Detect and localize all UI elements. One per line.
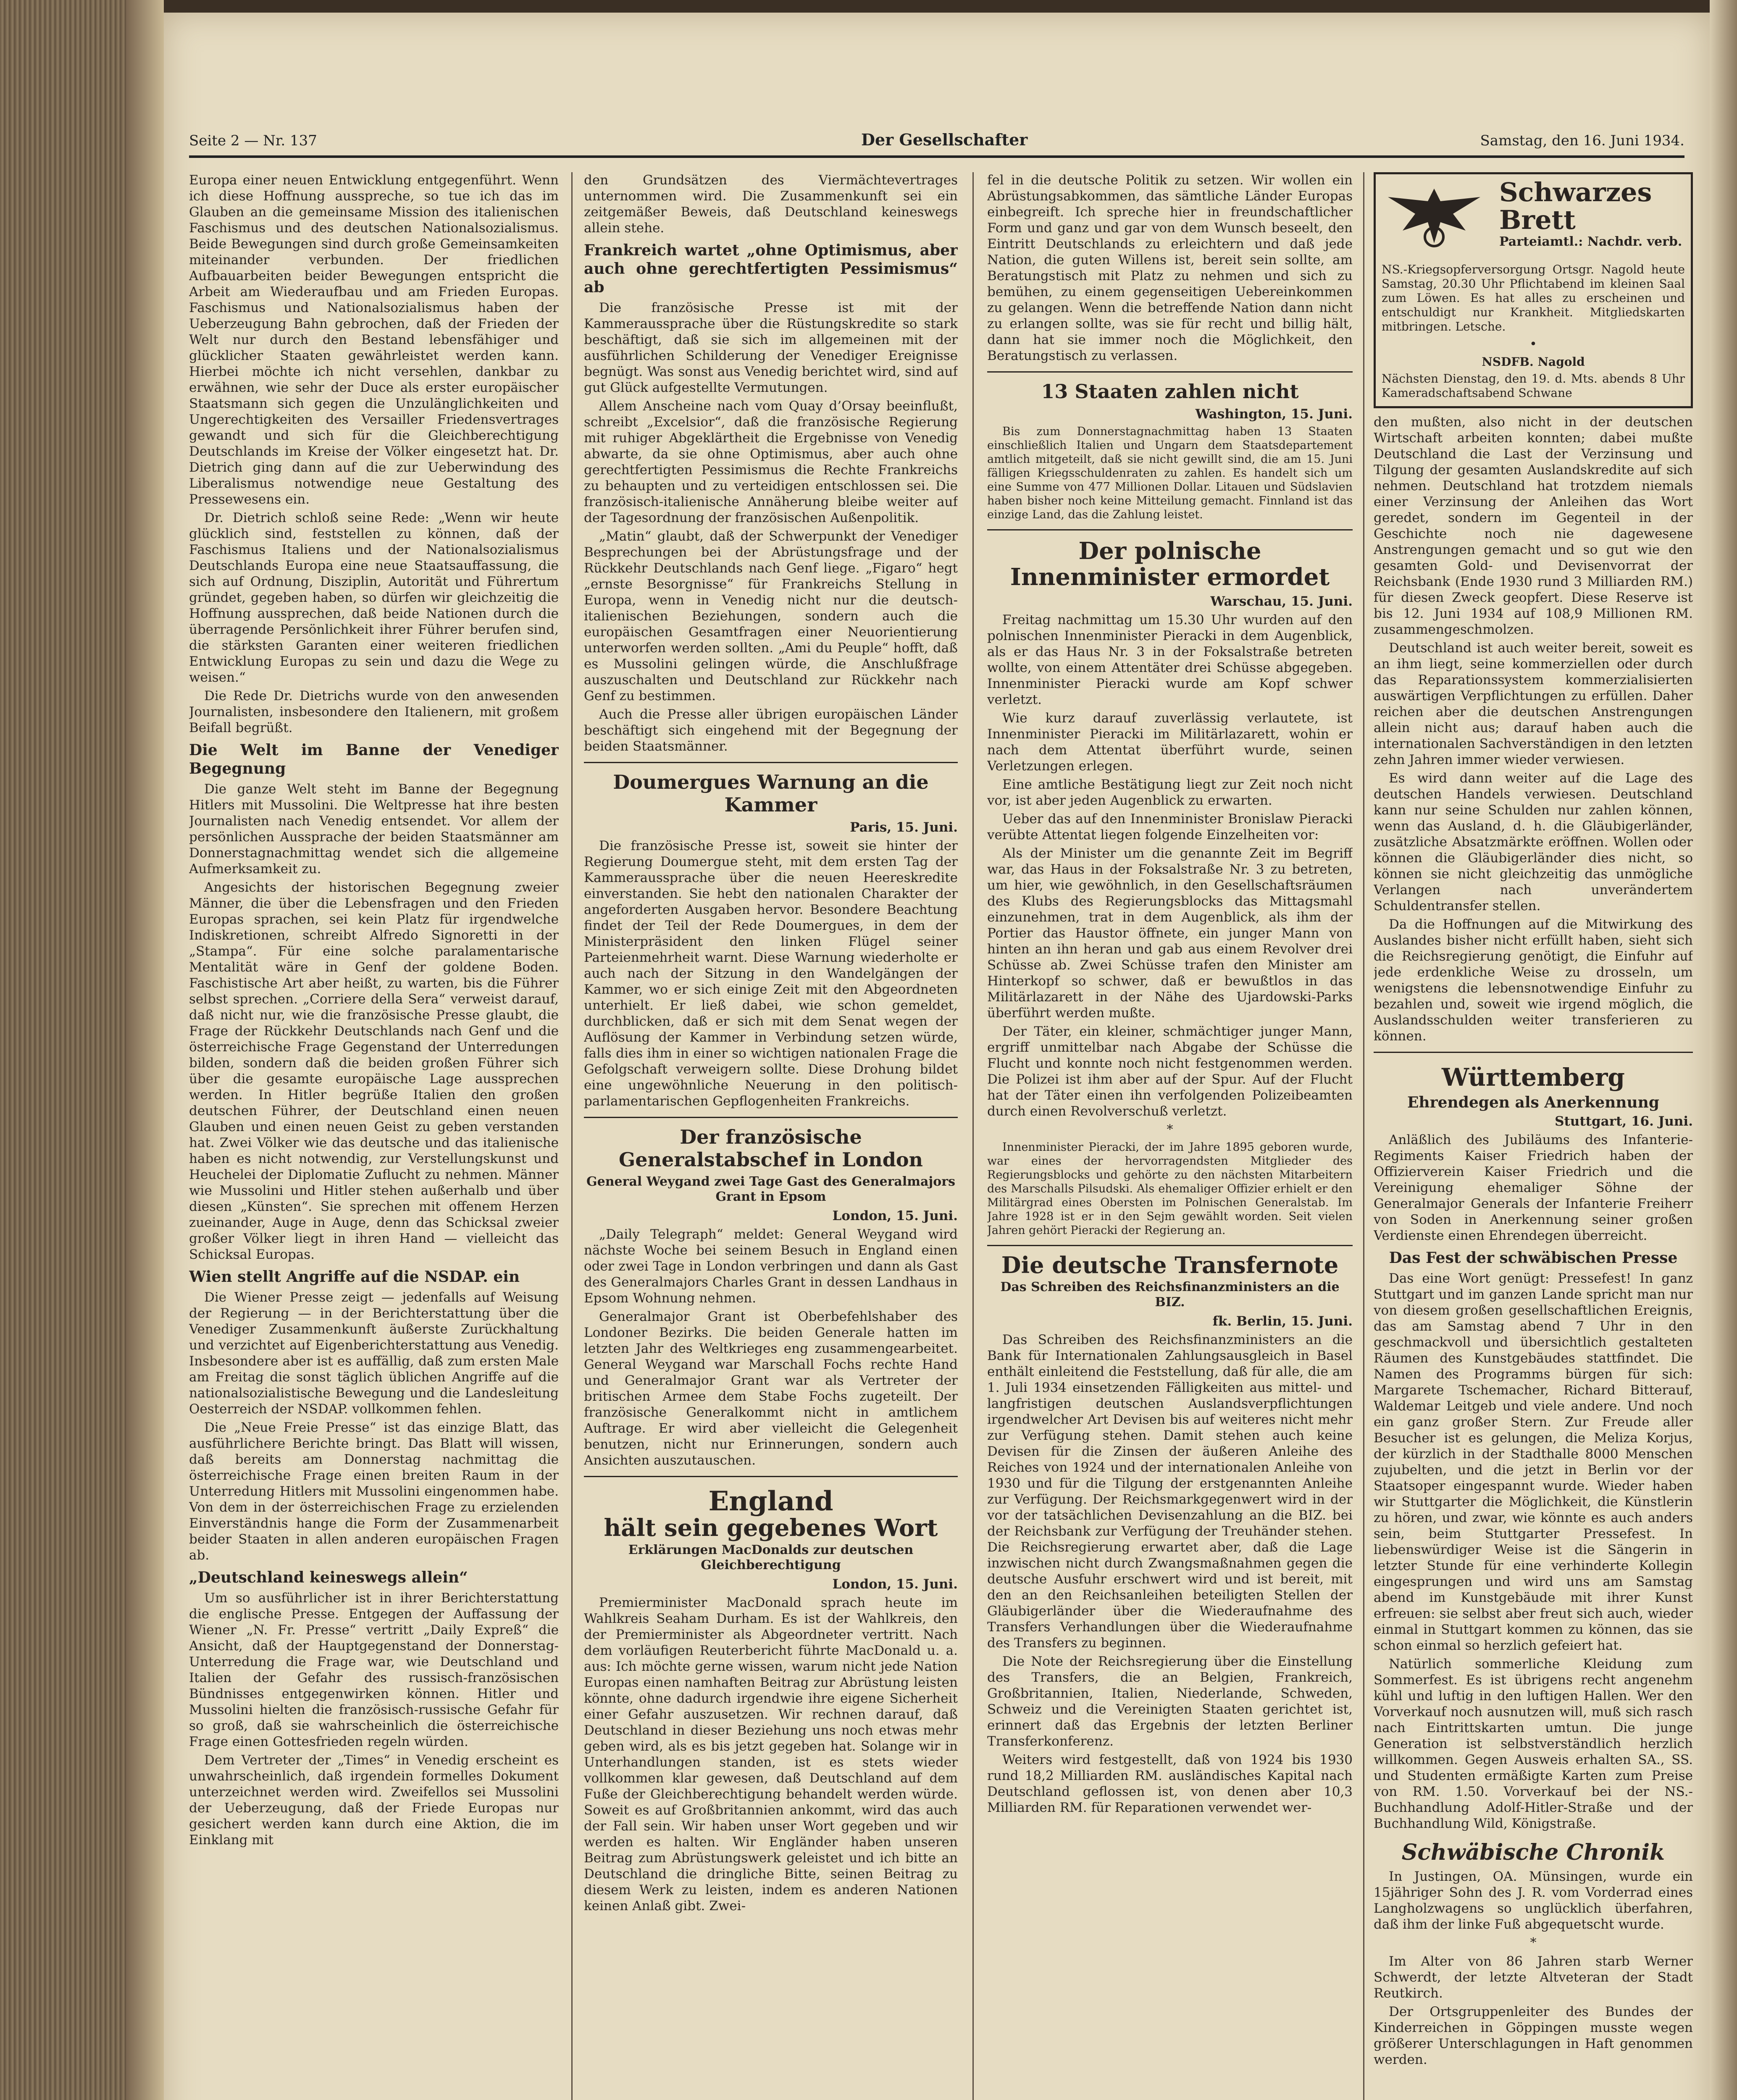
paragraph: Der Ortsgruppenleiter des Bundes der Kinderreichen in Göppingen musste wegen größerer Unterschlagungen in Haft genommen werden. xyxy=(1374,2004,1693,2067)
article-headline: Die deutsche Transfernote xyxy=(1001,1252,1339,1278)
divider xyxy=(987,1245,1353,1246)
issue-date: Samstag, den 16. Juni 1934. xyxy=(1480,132,1684,149)
paragraph: Weiters wird festgestellt, daß von 1924 bis 1930 rund 18,2 Milliarden RM. ausländisches Kapital nach Deutschland geflossen ist, von denen aber 10,3 Milliarden RM. für Reparationen verwendet wer- xyxy=(987,1752,1353,1815)
paragraph: Im Alter von 86 Jahren starb Werner Schwerdt, der letzte Altveteran der Stadt Reutkirch. xyxy=(1374,1954,1693,2001)
paragraph: Freitag nachmittag um 15.30 Uhr wurden auf den polnischen Innenminister Pieracki in dem Augenblick, als er das Haus Nr. 3 in der Foksalstraße betreten wollte, von einem Attentäter drei Schüsse abgegeben. Innenminister Pieracki wurde am Kopf schwer verletzt. xyxy=(987,612,1353,707)
column-1 xyxy=(189,172,559,2100)
paragraph: Anläßlich des Jubiläums des Infanterie-Regiments Kaiser Friedrich haben der Offizierverein Kaiser Friedrich und die Vereinigung ehemaliger Söhne der Generalmajor Generals der Infanterie Freiherr von Soden in Anerkennung seiner großen Verdienste einen Ehrendegen überreicht. xyxy=(1374,1132,1693,1243)
paragraph: Ueber das auf den Innenminister Bronislaw Pieracki verübte Attentat liegen folgende Einzelheiten vor: xyxy=(987,811,1353,843)
dateline: Stuttgart, 16. Juni. xyxy=(1555,1114,1693,1129)
paragraph: Die französische Presse ist mit der Kammeraussprache über die Rüstungskredite so stark beschäftigt, daß sie sich im allgemeinen mit der ausführlichen Schilderung der Venediger Ereignisse begnügt. Was sonst aus Venedig berichtet wird, sind auf gut Glück aufgestellte Vermutungen. xyxy=(584,300,958,395)
notice-board-title: Schwarzes Brett xyxy=(1499,177,1652,235)
paragraph: Auch die Presse aller übrigen europäischen Länder beschäftigt sich eingehend mit der Begegnung der beiden Staatsmänner. xyxy=(584,707,958,754)
section-headline: Württemberg xyxy=(1442,1063,1625,1092)
newspaper-page xyxy=(164,13,1710,2100)
paragraph: Premierminister MacDonald sprach heute im Wahlkreis Seaham Durham. Es ist der Wahlkreis, den der Premierminister als Abgeordneter vertritt. Nach dem vorläufigen Reuterbericht führte MacDonald u. a. aus: Ich möchte gerne wissen, warum nicht jede Nation Europas einen namhaften Beitrag zur Abrüstung leisten könnte, ohne dadurch irgendwie ihre eigene Sicherheit einer Gefahr auszusetzen. Wir rechnen darauf, daß Deutschland in dieser Beziehung uns noch etwas mehr geben wird, als es bis jetzt gegeben hat. Solange wir in Unterhandlungen standen, ist es stets wieder vollkommen klar gewesen, daß Deutschland auf dem Fuße der Gleichberechtigung behandelt werden würde. Soweit es auf Großbritannien ankommt, wird das auch der Fall sein. Wir haben unser Wort gegeben und wir werden es halten. Wir Engländer haben unseren Beitrag zum Abrüstungswerk geleistet und ich bitte an Deutschland die dringliche Bitte, seinen Beitrag zu diesem Werk zu leisten, indem es anderen Nationen keinen Anlaß gibt. Zwei- xyxy=(584,1595,958,1914)
paragraph: Wie kurz darauf zuverlässig verlautete, ist Innenminister Pieracki im Militärlazarett, wohin er nach dem Attentat überführt wurde, seinen Verletzungen erlegen. xyxy=(987,711,1353,774)
paragraph: „Daily Telegraph“ meldet: General Weygand wird nächste Woche bei seinem Besuch in England einen oder zwei Tage in London verbringen und dann als Gast des Generalmajors Charles Grant in dessen Landhaus in Epsom Wohnung nehmen. xyxy=(584,1227,958,1306)
dateline: London, 15. Juni. xyxy=(832,1208,958,1223)
article-headline: Das Fest der schwäbischen Presse xyxy=(1389,1249,1678,1267)
divider xyxy=(987,371,1353,373)
article-headline: 13 Staaten zahlen nicht xyxy=(1041,380,1299,403)
dateline: fk. Berlin, 15. Juni. xyxy=(1212,1314,1353,1329)
masthead xyxy=(189,130,1684,158)
divider xyxy=(987,529,1353,530)
article-subheadline: General Weygand zwei Tage Gast des Generalmajors Grant in Epsom xyxy=(586,1174,955,1204)
newspaper-title: Der Gesellschafter xyxy=(861,130,1028,149)
notice-board xyxy=(1374,172,1693,408)
paragraph: Bis zum Donnerstagnachmittag haben 13 Staaten einschließlich Italien und Ungarn dem Staatsdepartement amtlich mitgeteilt, daß sie nicht gewillt sind, die am 15. Juni fälligen Kriegsschuldenraten zu zahlen. Es handelt sich um eine Summe von 477 Millionen Dollar. Litauen und Südslavien haben bisher noch keine Mitteilung gemacht. Finnland ist das einzige Land, das die Zahlung leistet. xyxy=(987,425,1353,521)
section-heading: Die Welt im Banne der Venediger Begegnung xyxy=(189,741,559,777)
column-2 xyxy=(584,172,958,2100)
paragraph: Angesichts der historischen Begegnung zweier Männer, die über die Lebensfragen und den Frieden Europas sprachen, sei kein Platz für irgendwelche Indiskretionen, schreibt Alfredo Signoretti in der „Stampa“. Für eine solche paralamentarische Mentalität wäre in Genf der goldene Boden. Faschistische Art aber heißt, zu warten, bis die Führer selbst sprechen. „Corriere della Sera“ verweist darauf, daß nicht nur, wie die französische Presse glaubt, die Frage der Rückkehr Deutschlands nach Genf und die österreichische Frage Gegenstand der Unterredungen bilden, sondern daß die beiden großen Führer sich über die gesamte europäische Lage aussprechen werden. In Hitler begrüße Italien den großen deutschen Führer, der Deutschland einen neuen Glauben und einen neuen Geist zu geben verstanden hat. Zwei Völker wie das deutsche und das italienische haben es nicht notwendig, zur Verstellungskunst und Heuchelei der Diplomatie Zuflucht zu nehmen. Männer wie Mussolini und Hitler stehen außerhalb und über diesen „Künsten“. Sie sprechen mit offenem Herzen zueinander, Auge in Auge, denn das Schicksal zweier großer Völker liegt in ihren Hand — vielleicht das Schicksal Europas. xyxy=(189,880,559,1262)
column-3 xyxy=(987,172,1353,2100)
article-subheadline: Erklärungen MacDonalds zur deutschen Gleichberechtigung xyxy=(628,1543,914,1572)
paragraph: Um so ausführlicher ist in ihrer Berichterstattung die englische Presse. Entgegen der Auffassung der Wiener „N. Fr. Presse“ vertritt „Daily Expreß“ die Ansicht, daß der Hauptgegenstand der Donnerstag-Unterredung die Frage war, wie Deutschland und Italien der Gefahr des russisch-französischen Bündnisses entgegenwirken können. Hitler und Mussolini hielten die französisch-russische Gefahr für so groß, daß sie wahrscheinlich die österreichische Frage einen Gottesfrieden regeln würden. xyxy=(189,1591,559,1749)
paragraph: Als der Minister um die genannte Zeit im Begriff war, das Haus in der Foksalstraße Nr. 3 zu betreten, um hier, wie gewöhnlich, in den Gesellschaftsräumen des Klubs des Regierungsblocks das Mittagsmahl einzunehmen, trat in dem Augenblick, als ihm der Portier das Haustor öffnete, ein junger Mann von hinten an ihn heran und gab aus einem Revolver drei Schüsse ab. Zwei Schüsse trafen den Minister am Hinterkopf so schwer, daß er bewußtlos in das Militärlazarett in der Nähe des Ujardowski-Parks überführt werden mußte. xyxy=(987,846,1353,1021)
divider xyxy=(1374,1052,1693,1053)
next-page-edge xyxy=(1710,0,1737,2100)
paragraph: Es wird dann weiter auf die Lage des deutschen Handels verwiesen. Deutschland kann nur seine Schulden nur zahlen können, wenn das Ausland, d. h. die Gläubigerländer, zusätzliche Absatzmärkte eröffnen. Wollen oder können die Gläubigerländer dies nicht, so können sie nicht gleichzeitig das unmögliche Verlangen nach unverändertem Schuldentransfer stellen. xyxy=(1374,771,1693,914)
column-rule xyxy=(972,172,974,2100)
paragraph: Dr. Dietrich schloß seine Rede: „Wenn wir heute glücklich sind, feststellen zu können, daß der Faschismus Italiens und der Nationalsozialismus Deutschlands Europa eine neue Staatsauffassung, die sich auf Ordnung, Disziplin, Autorität und Führertum gründet, gegeben haben, so dürfen wir gleichzeitig die Hoffnung aussprechen, daß beide Nationen durch die überragende Persönlichkeit ihrer Führer berufen sind, die stärksten Garanten einer weiteren friedlichen Entwicklung Europas zu sein und dazu die Wege zu weisen.“ xyxy=(189,510,559,685)
divider xyxy=(584,1117,958,1118)
divider xyxy=(584,762,958,763)
paragraph: Die Wiener Presse zeigt — jedenfalls auf Weisung der Regierung — in der Berichterstattung über die Venediger Zusammenkunft äußerste Zurückhaltung und verzichtet auf Eigenberichterstattung aus Venedig. Insbesondere aber ist es auffällig, daß zum ersten Male am Freitag die sonst täglich üblichen Angriffe auf die nationalsozialistische Bewegung und die Landesleitung Oesterreich der NSDAP. vollkommen fehlen. xyxy=(189,1290,559,1417)
paragraph: den mußten, also nicht in der deutschen Wirtschaft arbeiten konnten; dabei mußte Deutschland die Last der Verzinsung und Tilgung der gesamten Auslandskredite auf sich nehmen. Deutschland hat trotzdem niemals einer Verzinsung der Anleihen das Wort geredet, sondern im Gegenteil in der Geschichte noch nie dagewesene Anstrengungen gemacht und so gut wie den gesamten Gold- und Devisenvorrat der Reichsbank (Ende 1930 rund 3 Milliarden RM.) für diesen Zweck geopfert. Diese Reserve ist bis 12. Juni 1934 auf 108,9 Millionen RM. zusammengeschmolzen. xyxy=(1374,415,1693,637)
paragraph: Eine amtliche Bestätigung liegt zur Zeit noch nicht vor, ist aber jeden Augenblick zu erwarten. xyxy=(987,777,1353,808)
paragraph: Allem Anscheine nach vom Quay d’Orsay beeinflußt, schreibt „Excelsior“, daß die französische Regierung mit ruhiger Abgeklärtheit die Ergebnisse von Venedig abwarte, da sie ohne Optimismus, aber auch ohne gerechtfertigten Pessimismus die Rechte Frankreichs zu behaupten und zu verteidigen entschlossen sei. Die französisch-italienische Annäherung bleibe weiter auf der Tagesordnung der französischen Außenpolitik. xyxy=(584,399,958,525)
section-headline: Schwäbische Chronik xyxy=(1401,1840,1665,1865)
column-4 xyxy=(1374,172,1693,2100)
section-heading: Wien stellt Angriffe auf die NSDAP. ein xyxy=(189,1268,520,1286)
eagle-emblem-icon xyxy=(1382,180,1487,252)
paragraph: Die Note der Reichsregierung über die Einstellung des Transfers, die an Belgien, Frankreich, Großbritannien, Italien, Niederlande, Schweden, Schweiz und die Vereinigten Staaten gerichtet ist, erinnert daß das Ergebnis der letzten Berliner Transferkonferenz. xyxy=(987,1654,1353,1749)
asterisk-divider-icon: * xyxy=(1530,1935,1537,1950)
article-headline: hält sein gegebenes Wort xyxy=(604,1514,938,1542)
paragraph: Das Schreiben des Reichsfinanzministers an die Bank für Internationalen Zahlungsausgleich in Basel enthält einleitend die Feststellung, daß für alle, die am 1. Juli 1934 einsetzenden Fälligkeiten aus mittel- und langfristigen deutschen Auslandsverpflichtungen irgendwelcher Art Devisen bis auf weiteres nicht mehr zur Verfügung stehen. Damit stehen auch keine Devisen für die Zinsen der äußeren Anleihe des Reiches von 1924 und der internationalen Anleihe von 1930 und für die Tilgung der erstgenannten Anleihe zur Verfügung. Der Reichsmarkgegenwert wird in der vor der tatsächlichen Devisenzahlung an die BIZ. bei der Reichsbank zur Verfügung der Treuhänder stehen. Die Reichsregierung erwartet aber, daß die Lage inzwischen nicht durch Zwangsmaßnahmen gegen die deutsche Ausfuhr erschwert wird und ist bereit, mit den an den Reichsanleihen beteiligten Stellen der Gläubigerländer über die Wiederaufnahme des Transfers Verhandlungen über die Wiederaufnahme des Transfers zu beginnen. xyxy=(987,1332,1353,1651)
article-headline: Der französische Generalstabschef in London xyxy=(618,1126,923,1171)
article-headline: Der polnische Innenminister ermordet xyxy=(1010,537,1330,591)
article-subheadline: Das Schreiben des Reichsfinanzministers an die BIZ. xyxy=(1000,1280,1340,1310)
paragraph: Die französische Presse ist, soweit sie hinter der Regierung Doumergue steht, mit dem ersten Tag der Kammeraussprache über die neuen Heereskredite einverstanden. Sie hebt den nationalen Charakter der angeforderten Ausgaben hervor. Besondere Beachtung findet der Teil der Rede Doumergues, in dem der Ministerpräsident den linken Flügel seiner Parteienmehrheit warnt. Diese Warnung wiederholte er auch nach der Sitzung in den Wandelgängen der Kammer, wo er sich einige Zeit mit den Abgeordneten unterhielt. Er ließ dabei, wie schon gemeldet, durchblicken, daß er sich mit dem Senat wegen der Auflösung der Kammer in Verbindung setzen würde, falls dies ihm in einer so wichtigen nationalen Frage die Gefolgschaft verweigern sollte. Diese Drohung bildet eine ungewöhnliche Neuerung in den politisch-parlamentarischen Gepflogenheiten Frankreichs. xyxy=(584,838,958,1109)
section-heading: „Deutschland keineswegs allein“ xyxy=(189,1569,468,1586)
paragraph: den Grundsätzen des Viermächtevertrages unternommen wird. Die Zusammenkunft sei ein zeitgemäßer Beweis, daß Deutschland keineswegs allein stehe. xyxy=(584,173,958,236)
book-page-edges xyxy=(0,0,126,2100)
asterisk-divider-icon: * xyxy=(1167,1122,1173,1137)
paragraph: Deutschland ist auch weiter bereit, soweit es an ihm liegt, seine kommerziellen oder durch das Reparationssystem kommerzialisierten auswärtigen Verpflichtungen zu erfüllen. Daher reichen aber die deutschen Anstrengungen allein nicht aus; darauf haben auch die internationalen Sachverständigen in den letzten zehn Jahren immer wieder verwiesen. xyxy=(1374,640,1693,767)
dateline: London, 15. Juni. xyxy=(832,1577,958,1592)
article-headline: Ehrendegen als Anerkennung xyxy=(1407,1094,1659,1111)
article-headline: Doumergues Warnung an die Kammer xyxy=(613,771,929,816)
paragraph: In Justingen, OA. Münsingen, wurde ein 15jähriger Sohn des J. R. vom Vorderrad eines Langholzwagens so unglücklich überfahren, daß ihm der linke Fuß abgequetscht wurde. xyxy=(1374,1869,1693,1932)
paragraph: Die Rede Dr. Dietrichs wurde von den anwesenden Journalisten, insbesondere den Italienern, mit großem Beifall begrüßt. xyxy=(189,688,559,735)
notice-entry: NS.-Kriegsopferversorgung Ortsgr. Nagold heute Samstag, 20.30 Uhr Pflichtabend im kleinen Saal zum Löwen. Es hat alles zu erscheinen und entschuldigt nur Krankheit. Mitgliedskarten mitbringen. Letsche. xyxy=(1382,262,1685,333)
paragraph: Generalmajor Grant ist Oberbefehlshaber des Londoner Bezirks. Die beiden Generale hatten im letzten Jahr des Weltkrieges eng zusammengearbeitet. General Weygand war Marschall Fochs rechte Hand und Generalmajor Grant war als Vertreter der britischen Armee dem Stabe Fochs zugeteilt. Der französische Generalkommt nicht in amtlichem Auftrage. Er wird aber vielleicht die Gelegenheit benutzen, nicht nur Erinnerungen, sondern auch Ansichten auszutauschen. xyxy=(584,1309,958,1468)
paragraph: fel in die deutsche Politik zu setzen. Wir wollen ein Abrüstungsabkommen, das sämtliche Länder Europas einbegreift. Ich spreche hier in freundschaftlicher Form und ganz und gar von dem Wunsch beseelt, den Eintritt Deutschlands zu erleichtern und daß jede Nation, die guten Willens ist, bereit sein sollte, am Beratungstisch mit Platz zu nehmen und sich zu bemühen, zu einem gegenseitigen Uebereinkommen zu gelangen. Wenn die betreffende Nation dann nicht zu erlangen sollte, was sie für recht und billig hält, dann hat sie immer noch die Möglichkeit, den Beratungstisch zu verlassen. xyxy=(987,173,1353,363)
notice-entry-heading: NSDFB. Nagold xyxy=(1482,355,1585,369)
paragraph: Der Täter, ein kleiner, schmächtiger junger Mann, ergriff unmittelbar nach Abgabe der Schüsse die Flucht und konnte noch nicht festgenommen werden. Die Polizei ist ihm aber auf der Spur. Auf der Flucht hat der Täter einen ihn verfolgenden Polizeibeamten durch einen Revolverschuß verletzt. xyxy=(987,1024,1353,1119)
bullet-icon: • xyxy=(1529,337,1537,352)
dateline: Warschau, 15. Juni. xyxy=(1210,594,1353,609)
dateline: Paris, 15. Juni. xyxy=(850,820,958,835)
divider xyxy=(584,1476,958,1477)
paragraph: „Matin“ glaubt, daß der Schwerpunkt der Venediger Besprechungen bei der Abrüstungsfrage und der Rückkehr Deutschlands nach Genf liege. „Figaro“ hegt „ernste Besorgnisse“ für Frankreichs Stellung in Europa, wenn in Venedig nicht nur die deutsch-italienischen Beziehungen, sondern auch die europäischen Gesamtfragen einer Neuorientierung unterworfen werden sollten. „Ami du Peuple“ hofft, daß es Mussolini gelingen würde, die Anschlußfrage auszuschalten und Deutschland zur Rückkehr nach Genf zu bestimmen. xyxy=(584,529,958,704)
notice-board-subtitle: Parteiamtl.: Nachdr. verb. xyxy=(1499,234,1682,249)
column-rule xyxy=(1363,172,1364,2100)
paragraph: Die „Neue Freie Presse“ ist das einzige Blatt, das ausführlichere Berichte bringt. Das Blatt will wissen, daß bereits am Donnerstag nachmittag die österreichische Frage einen breiten Raum in der Unterredung Hitlers mit Mussolini eingenommen habe. Von dem in der österreichischen Frage zu erzielenden Einverständnis hange die Form der Zusammenarbeit beider Staaten in allen anderen europäischen Fragen ab. xyxy=(189,1420,559,1563)
paragraph: Dem Vertreter der „Times“ in Venedig erscheint es unwahrscheinlich, daß irgendein formelles Dokument unterzeichnet werden wird. Zweifellos sei Mussolini der Ueberzeugung, daß der Friede Europas nur gesichert werden kann durch eine Aktion, die im Einklang mit xyxy=(189,1753,559,1848)
paragraph: Da die Hoffnungen auf die Mitwirkung des Auslandes bisher nicht erfüllt haben, sieht sich die Reichsregierung genötigt, die Einfuhr auf jede erdenkliche Weise zu drosseln, um wenigstens die lebensnotwendige Einfuhr zu bezahlen und, soweit wie irgend möglich, die Auslandsschulden weiter transferieren zu können. xyxy=(1374,917,1693,1044)
paragraph: Natürlich sommerliche Kleidung zum Sommerfest. Es ist übrigens recht angenehm kühl und luftig in den luftigen Hallen. Wer den Vorverkauf noch ausnutzen will, muß sich rasch nach Eintrittskarten umtun. Die junge Generation ist selbstverständlich herzlich willkommen. Gegen Ausweis erhalten SA., SS. und Studenten ermäßigte Karten zum Preise von RM. 1.50. Vorverkauf bei der NS.-Buchhandlung Adolf-Hitler-Straße und der Buchhandlung Wild, Königstraße. xyxy=(1374,1656,1693,1831)
binding-shadow xyxy=(126,0,164,2100)
paragraph: Europa einer neuen Entwicklung entgegenführt. Wenn ich diese Hoffnung ausspreche, so tue ich das im Glauben an die gemeinsame Mission des italienischen Faschismus und des deutschen Nationalsozialismus. Beide Bewegungen sind durch große Gemeinsamkeiten miteinander verbunden. Der friedlichen Aufbauarbeiten beider Bewegungen entspricht die Arbeit am Wiederaufbau und am Frieden Europas. Faschismus und Nationalsozialismus haben der Ueberzeugung Bahn gebrochen, daß der Frieden der Welt nur durch den Bestand lebensfähiger und glücklicher Staaten gewährleistet werden kann. Hierbei möchte ich nicht versehlen, dankbar zu erwähnen, wie sehr der Duce als erster europäischer Staatsmann sich gegen die Unzulänglichkeiten und Ungerechtigkeiten des Versailler Friedensvertrages gewandt und sich für die Gleichberechtigung Deutschlands im Kreise der Völker eingesetzt hat. Dr. Dietrich ging dann auf die zur Ueberwindung des Liberalismus notwendige neue Gestaltung des Pressewesens ein. xyxy=(189,173,559,507)
section-heading: Frankreich wartet „ohne Optimismus, aber auch ohne gerechtfertigten Pessimismus“ ab xyxy=(584,242,958,296)
article-headline: England xyxy=(708,1486,833,1517)
paragraph: Das eine Wort genügt: Pressefest! In ganz Stuttgart und im ganzen Lande spricht man nur von diesem großen gesellschaftlichen Ereignis, das am Samstag abend 7 Uhr in den geschmackvoll und übersichtlich gestalteten Räumen des Kunstgebäudes stattfindet. Die Namen des Programms bürgen für sich: Margarete Tschemacher, Richard Bitterauf, Waldemar Leitgeb und viele andere. Und noch ein ganz großer Stern. Zur Freude aller Besucher ist es gelungen, die Meliza Korjus, der kürzlich in der Stadthalle 8000 Menschen zujubelten, und die jetzt in Berlin vor der Staatsoper eingespannt wurde. Wieder haben wir Stuttgarter die Möglichkeit, die Künstlerin zu hören, und zwar, wie könnte es auch anders sein, beim Stuttgarter Pressefest. In liebenswürdiger Weise ist die Sängerin in letzter Stunde für eine verhinderte Kollegin eingesprungen und wird uns am Samstag abend im Kunstgebäude mit ihrer Kunst erfreuen: sie selbst aber freut sich auch, wieder einmal in Stuttgart kommen zu können, das sie schon einmal so herzlich gefeiert hat. xyxy=(1374,1271,1693,1653)
dateline: Washington, 15. Juni. xyxy=(1195,407,1353,422)
page-number: Seite 2 — Nr. 137 xyxy=(189,132,317,149)
paragraph: Die ganze Welt steht im Banne der Begegnung Hitlers mit Mussolini. Die Weltpresse hat ihre besten Journalisten nach Venedig entsendet. Vor allem der persönlichen Aussprache der beiden Staatsmänner am Donnerstagnachmittag wendet sich die allgemeine Aufmerksamkeit zu. xyxy=(189,782,559,877)
notice-entry: Nächsten Dienstag, den 19. d. Mts. abends 8 Uhr Kameradschaftsabend Schwane xyxy=(1382,372,1685,400)
column-rule xyxy=(571,172,573,2100)
paragraph: Innenminister Pieracki, der im Jahre 1895 geboren wurde, war eines der hervorragendsten Mitglieder des Regierungsblocks und gehörte zu den nächsten Mitarbeitern des Marschalls Pilsudski. Als ehemaliger Offizier erhielt er den Militärgrad eines Obersten im Polnischen Generalstab. Im Jahre 1928 ist er in den Sejm gewählt worden. Seit vielen Jahren gehört Pieracki der Regierung an. xyxy=(987,1141,1353,1237)
